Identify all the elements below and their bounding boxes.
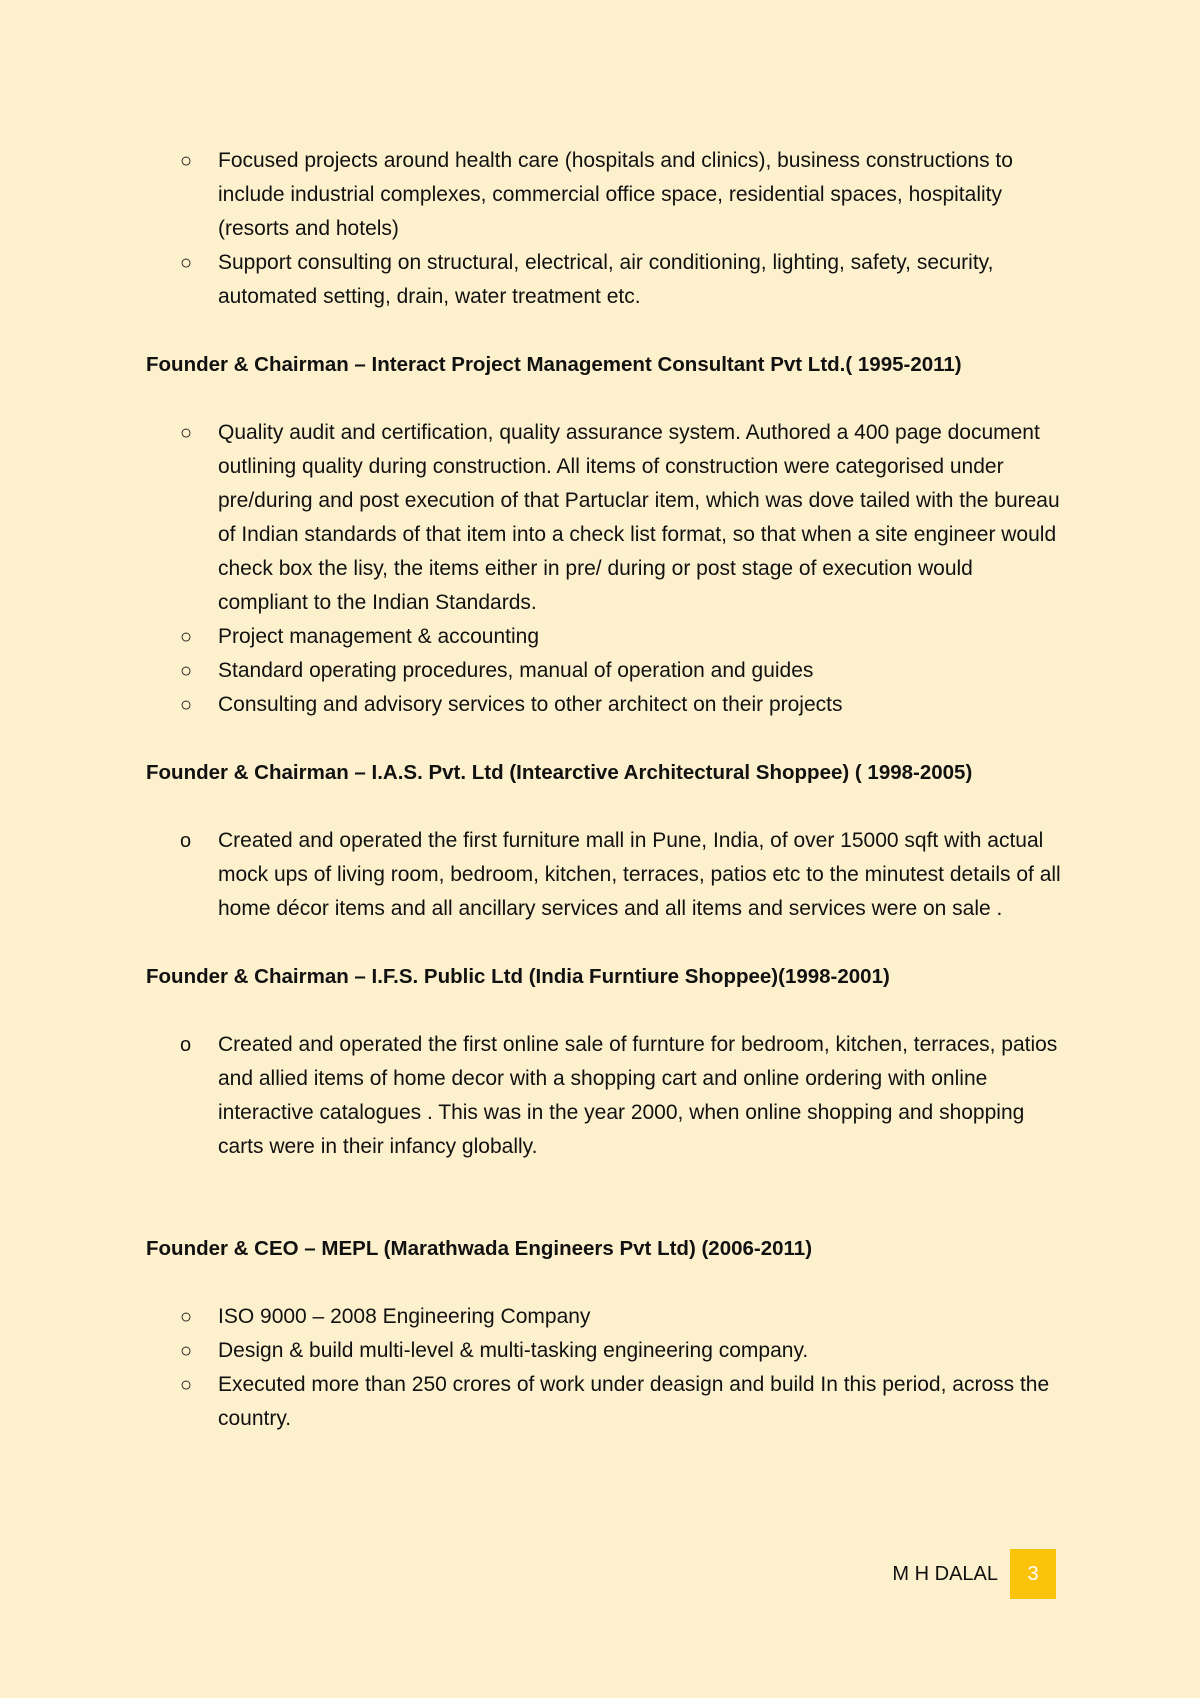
section-heading-ifs: Founder & Chairman – I.F.S. Public Ltd (India Furntiure Shoppee)(1998-2001) xyxy=(146,965,890,988)
list-item: o Created and operated the first online sale of furnture for bedroom, kitchen, terraces, patios and allied items of home decor with a shopping cart and online ordering with online interactive catalogues . This was in the year 2000, when online shopping and shopping carts were in their infancy globally. xyxy=(146,1028,1066,1164)
list-item: o Created and operated the first furniture mall in Pune, India, of over 15000 sqft with actual mock ups of living room, bedroom, kitchen, terraces, patios etc to the minutest details of all home décor items and all ancillary services and all items and services were on sale . xyxy=(146,824,1066,926)
mepl-bullet-list xyxy=(146,1300,1066,1436)
hollow-bullet-icon: ○ xyxy=(180,626,193,648)
interact-bullet-list xyxy=(146,416,1066,722)
list-item: ○ Standard operating procedures, manual of operation and guides xyxy=(146,654,1066,688)
list-item: ○ Design & build multi-level & multi-tasking engineering company. xyxy=(146,1334,1066,1368)
hollow-bullet-icon: ○ xyxy=(180,1374,193,1396)
page-number-badge: 3 xyxy=(1010,1549,1056,1599)
letter-o-bullet-icon: o xyxy=(180,1034,192,1056)
list-item: ○ Focused projects around health care (hospitals and clinics), business constructions to include industrial complexes, commercial office space, residential spaces, hospitality (resorts and hotels) xyxy=(146,144,1066,246)
section-heading-interact: Founder & Chairman – Interact Project Management Consultant Pvt Ltd.( 1995-2011) xyxy=(146,353,962,376)
ias-bullet-list xyxy=(146,824,1066,926)
hollow-bullet-icon: ○ xyxy=(180,694,193,716)
footer-author-name: M H DALAL xyxy=(892,1562,998,1585)
hollow-bullet-icon: ○ xyxy=(180,422,193,444)
hollow-bullet-icon: ○ xyxy=(180,150,193,172)
list-item: ○ Project management & accounting xyxy=(146,620,1066,654)
list-item: ○ Consulting and advisory services to other architect on their projects xyxy=(146,688,1066,722)
hollow-bullet-icon: ○ xyxy=(180,252,193,274)
page-footer xyxy=(892,1549,1056,1599)
ifs-bullet-list xyxy=(146,1028,1066,1164)
hollow-bullet-icon: ○ xyxy=(180,1306,193,1328)
hollow-bullet-icon: ○ xyxy=(180,1340,193,1362)
intro-bullet-list xyxy=(146,144,1066,314)
list-item: ○ Quality audit and certification, quality assurance system. Authored a 400 page document outlining quality during construction. All items of construction were categorised under pre/during and post execution of that Partuclar item, which was dove tailed with the bureau of Indian standards of that item into a check list format, so that when a site engineer would check box the lisy, the items either in pre/ during or post stage of execution would compliant to the Indian Standards. xyxy=(146,416,1066,620)
list-item: ○ Support consulting on structural, electrical, air conditioning, lighting, safety, security, automated setting, drain, water treatment etc. xyxy=(146,246,1066,314)
letter-o-bullet-icon: o xyxy=(180,830,192,852)
section-heading-mepl: Founder & CEO – MEPL (Marathwada Engineers Pvt Ltd) (2006-2011) xyxy=(146,1237,813,1260)
hollow-bullet-icon: ○ xyxy=(180,660,193,682)
section-heading-ias: Founder & Chairman – I.A.S. Pvt. Ltd (Intearctive Architectural Shoppee) ( 1998-2005) xyxy=(146,761,973,784)
document-body xyxy=(146,144,1066,1436)
list-item: ○ ISO 9000 – 2008 Engineering Company xyxy=(146,1300,1066,1334)
list-item: ○ Executed more than 250 crores of work under deasign and build In this period, across the country. xyxy=(146,1368,1066,1436)
